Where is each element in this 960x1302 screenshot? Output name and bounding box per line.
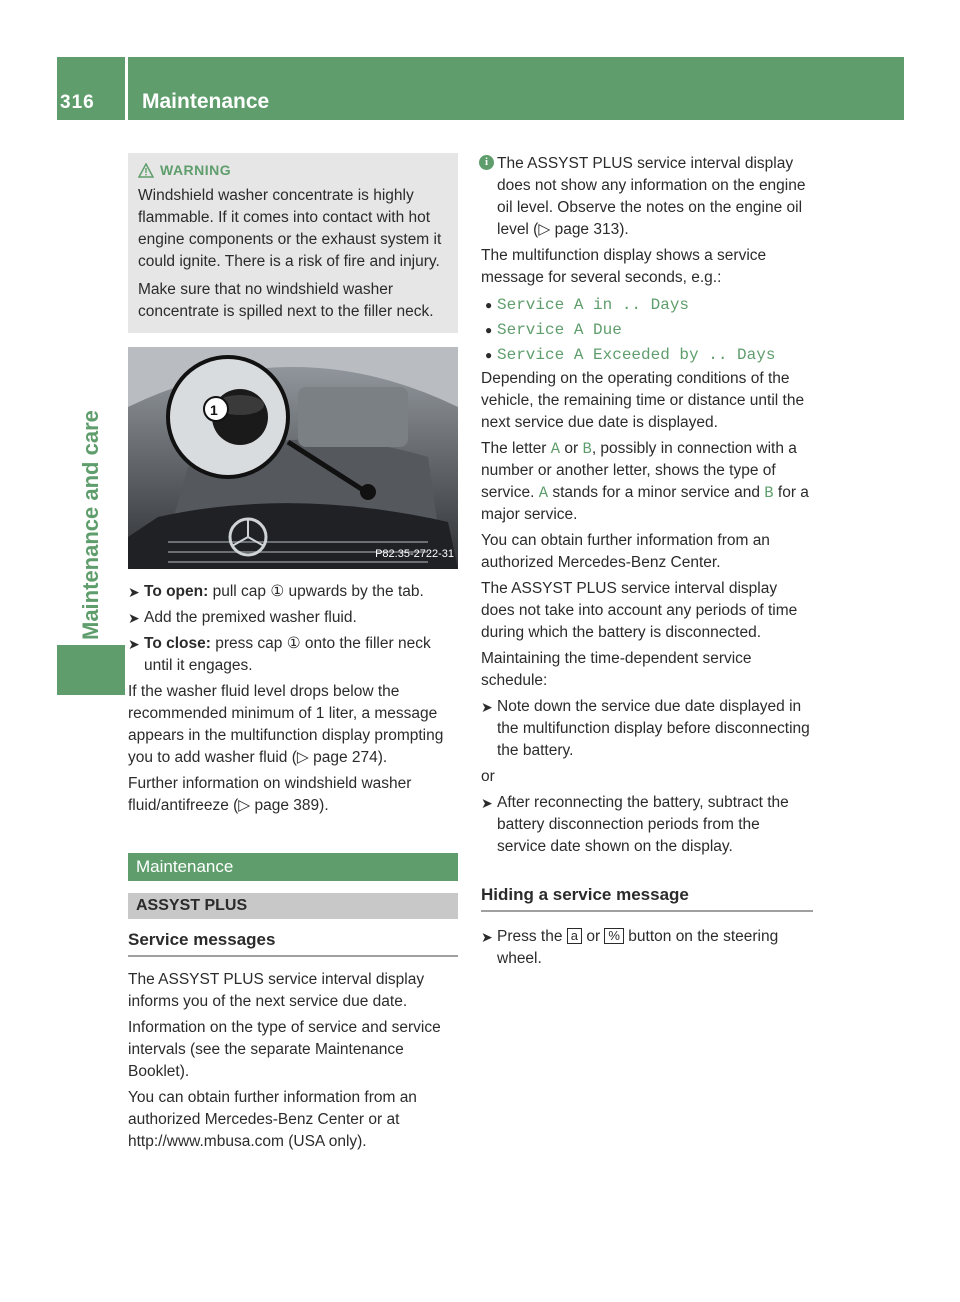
right-column	[481, 153, 813, 970]
info-icon: i	[479, 155, 494, 170]
step-open-text: pull cap ① upwards by the tab.	[208, 583, 424, 600]
battery-paragraph: The ASSYST PLUS service interval display does not take into account any periods of time during which the battery is disconnected.	[481, 580, 798, 641]
hiding-heading: Hiding a service message	[481, 884, 813, 912]
step-arrow-icon: ➤	[481, 929, 493, 945]
step-subtract	[481, 792, 813, 858]
page-number: 316	[60, 92, 95, 113]
step-open-label: To open:	[144, 583, 209, 600]
step-close-label: To close:	[144, 635, 211, 652]
service-letter-paragraph: The letter A or B, possibly in connection with a number or another letter, shows the type of service. A stands for a minor service and B for a major service.	[481, 440, 809, 523]
info-note	[481, 153, 813, 241]
step-add-fluid-text: Add the premixed washer fluid.	[144, 609, 357, 626]
bullet-icon: ●	[485, 298, 493, 312]
warning-triangle-icon	[138, 163, 154, 178]
service-para-1: The ASSYST PLUS service interval display informs you of the next service due date.	[128, 971, 425, 1010]
service-messages-heading: Service messages	[128, 929, 458, 957]
ok-key-icon: a	[567, 928, 582, 944]
step-arrow-icon: ➤	[481, 795, 493, 811]
engine-bay-illustration	[128, 347, 458, 569]
side-tab-block	[57, 645, 125, 695]
engine-bay-photo	[128, 347, 458, 569]
bullet-icon: ●	[485, 348, 493, 362]
info-note-text: The ASSYST PLUS service interval display does not show any information on the engine oil level. Observe the notes on the engine oil level (▷ page 313).	[497, 155, 806, 238]
step-note-date	[481, 696, 813, 762]
operating-conditions-paragraph: Depending on the operating conditions of the vehicle, the remaining time or distance until the next service due date is displayed.	[481, 370, 805, 431]
or-text: or	[481, 768, 495, 785]
step-press-button: ➤ Press the a or % button on the steering wheel.	[481, 928, 779, 967]
step-arrow-icon: ➤	[128, 584, 140, 600]
step-note-date-text: Note down the service due date displayed in the multifunction display before disconnecting the battery.	[497, 698, 810, 759]
side-tab-label: Maintenance and care	[78, 410, 103, 640]
step-arrow-icon: ➤	[128, 610, 140, 626]
photo-callout-number: 1	[210, 402, 218, 418]
step-close-text: press cap ① onto the filler neck until it engages.	[144, 635, 431, 674]
section-title: Maintenance	[142, 90, 270, 113]
instruction-steps	[128, 581, 458, 677]
maintaining-paragraph: Maintaining the time-dependent service schedule:	[481, 650, 752, 689]
list-item: ● Service A Due	[481, 318, 813, 343]
step-subtract-text: After reconnecting the battery, subtract the battery disconnection periods from the service date shown on the display.	[497, 794, 789, 855]
maintenance-band: Maintenance	[128, 853, 458, 881]
warning-title: WARNING	[160, 162, 232, 178]
photo-code: P82.35-2722-31	[375, 548, 454, 560]
header-divider	[125, 57, 128, 120]
step-arrow-icon: ➤	[481, 699, 493, 715]
bullet-icon: ●	[485, 323, 493, 337]
warning-box	[128, 153, 458, 333]
service-para-2: Information on the type of service and service intervals (see the separate Maintenance Booklet).	[128, 1019, 441, 1080]
step-add-fluid	[128, 607, 458, 629]
list-item: ● Service A Exceeded by .. Days	[481, 343, 813, 368]
back-key-icon: %	[604, 928, 624, 944]
warning-text-1: Windshield washer concentrate is highly flammable. If it comes into contact with hot engine components or the exhaust system it could ignite. There is a risk of fire and injury.	[138, 187, 442, 270]
washer-level-paragraph: If the washer fluid level drops below the recommended minimum of 1 liter, a message appears in the multifunction display prompting you to add washer fluid (▷ page 274).	[128, 683, 444, 766]
assyst-band: ASSYST PLUS	[128, 893, 458, 919]
step-open	[128, 581, 458, 603]
antifreeze-paragraph: Further information on windshield washer fluid/antifreeze (▷ page 389).	[128, 775, 412, 814]
warning-text-2: Make sure that no windshield washer concentrate is spilled next to the filler neck.	[138, 281, 434, 320]
service-para-3: You can obtain further information from an authorized Mercedes-Benz Center or at http://www.mbusa.com (USA only).	[128, 1089, 417, 1150]
step-arrow-icon: ➤	[128, 636, 140, 652]
service-intro: The multifunction display shows a service message for several seconds, e.g.:	[481, 247, 767, 286]
warning-heading	[138, 159, 448, 181]
service-message-list	[481, 293, 813, 368]
left-column	[128, 153, 458, 1153]
list-item: ● Service A in .. Days	[481, 293, 813, 318]
further-info-paragraph: You can obtain further information from an authorized Mercedes-Benz Center.	[481, 532, 770, 571]
step-close	[128, 633, 458, 677]
